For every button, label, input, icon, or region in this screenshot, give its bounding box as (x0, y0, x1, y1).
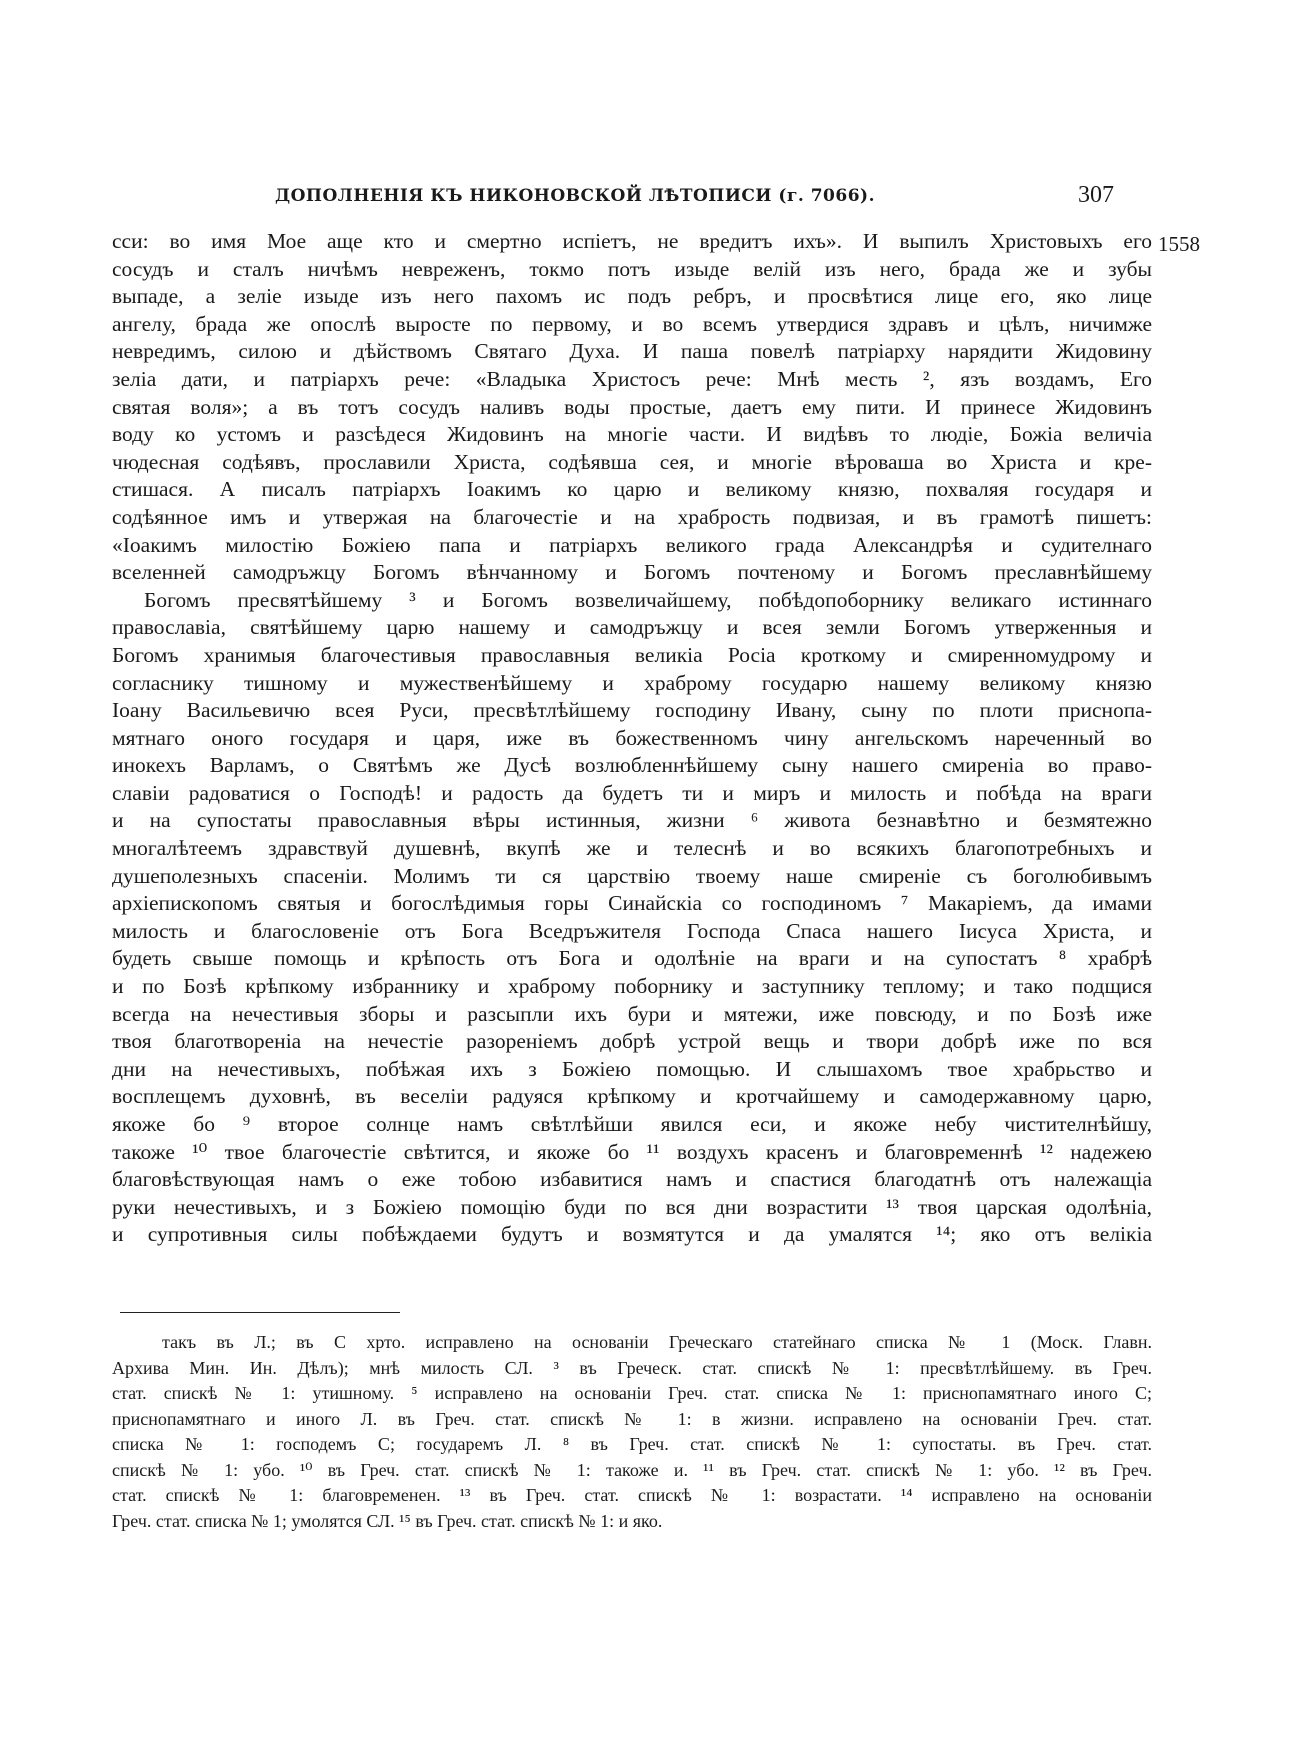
running-title: ДОПОЛНЕНІЯ КЪ НИКОНОВСКОЙ ЛѢТОПИСИ (г. 7066). (275, 186, 875, 206)
margin-year: 1558 (1158, 232, 1200, 256)
body-line: выпаде, а зеліе изыде изъ него пахомъ ис подъ ребръ, и просвѣтися лице его, яко лице (112, 284, 1152, 309)
footnote-line: стат. спискѣ № 1: утишному. ⁵ исправлено на основаніи Греч. стат. списка № 1: приснопамятнаго иного С; (112, 1383, 1152, 1403)
footnote-divider (120, 1312, 400, 1313)
body-line: всегда на нечестивыя зборы и разсыпли ихъ бури и мятежи, иже повсюду, и по Бозѣ иже (112, 1001, 1152, 1026)
footnote-line: спискѣ № 1: убо. ¹⁰ въ Греч. стат. спискѣ № 1: такоже и. ¹¹ въ Греч. стат. спискѣ № 1: убо. ¹² въ Греч. (112, 1459, 1152, 1480)
body-line: православіа, святѣйшему царю нашему и самодръжцу и всея земли Богомъ утверженныя и (112, 615, 1152, 640)
body-line: и по Бозѣ крѣпкому избраннику и храброму поборнику и заступнику теплому; и тако подщися (112, 974, 1152, 999)
body-line: невредимъ, силою и дѣйствомъ Святаго Духа. И паша повелѣ патріарху нарядити Жидовину (112, 339, 1152, 364)
body-line: вселенней самодръжцу Богомъ вѣнчанному и Богомъ почтеному и Богомъ преславнѣйшему (112, 560, 1152, 585)
footnote-line: Греч. стат. списка № 1; умолятся СЛ. ¹⁵ въ Греч. стат. спискѣ № 1: и яко. (112, 1510, 663, 1531)
body-line: Іоану Васильевичю всея Руси, пресвѣтлѣйшему господину Ивану, сыну по плоти приснопа- (112, 698, 1152, 723)
body-line: будеть свыше помощь и крѣпость отъ Бога и одолѣніе на враги и на супостатъ ⁸ храбрѣ (112, 946, 1152, 971)
body-line: мятнаго оного государя и царя, иже въ божественномъ чину ангельскомъ нареченный во (112, 725, 1152, 750)
body-line: зеліа дати, и патріархъ рече: «Владыка Христосъ рече: Мнѣ месть ², язъ воздамъ, Его (112, 366, 1152, 391)
body-line: твоя благотвореніа на нечестіе разореніемъ добрѣ устрой вещь и твори добрѣ иже по вся (112, 1029, 1152, 1054)
body-line: дни на нечестивыхъ, побѣжая ихъ з Божіею помощью. И слышахомъ твое храбрьство и (112, 1056, 1152, 1081)
body-line: сси: во имя Мое аще кто и смертно испіетъ, не вредитъ ихъ». И выпилъ Христовыхъ его (112, 229, 1152, 253)
body-line: сосудъ и сталъ ничѣмъ невреженъ, токмо потъ изыде велій изъ него, брада же и зубы (112, 256, 1152, 281)
body-line: архіепископомъ святыя и богослѣдимыя горы Синайскіа со господиномъ ⁷ Макаріемъ, да имами (112, 891, 1152, 916)
body-line: «Іоакимъ милостію Божіею папа и патріархъ великого града Александрѣя и судителнаго (112, 532, 1152, 557)
body-line: якоже бо ⁹ второе солнце намъ свѣтлѣйши явился еси, и якоже небу чистителнѣйшу, (112, 1112, 1152, 1136)
body-line: воду ко устомъ и разсѣдеся Жидовинъ на многіе части. И видѣвъ то людіе, Божіа величіа (112, 422, 1152, 447)
footnote-line: стат. спискѣ № 1: благовременен. ¹³ въ Греч. стат. спискѣ № 1: возрастати. ¹⁴ исправлено на основаніи (112, 1485, 1152, 1505)
body-line: такоже ¹⁰ твое благочестіе свѣтится, и якоже бо ¹¹ воздухъ красенъ и благовременнѣ ¹² надежею (112, 1139, 1152, 1164)
body-line: Богомъ пресвятѣйшему ³ и Богомъ возвеличайшему, побѣдопоборнику великаго истиннаго (144, 587, 1152, 612)
footnotes (112, 1330, 1152, 1534)
footnote-line: Архива Мин. Ин. Дѣлъ); мнѣ милость СЛ. ³ въ Греческ. стат. спискѣ № 1: пресвѣтлѣйшему. въ Греч. (112, 1357, 1152, 1378)
footnote-line: такъ въ Л.; въ С хрто. исправлено на основаніи Греческаго статейнаго списка № 1 (Моск. Главн. (162, 1332, 1152, 1352)
page-number: 307 (1078, 182, 1114, 208)
body-text (112, 228, 1152, 1249)
body-line: согласнику тишному и мужественѣйшему и храброму государю нашему великому князю (112, 670, 1152, 695)
body-line: содѣянное имъ и утвержая на благочестіе и на храбрость подвизая, и въ грамотѣ пишетъ: (112, 504, 1152, 529)
body-line: душеполезныхъ спасеніи. Молимъ ти ся царствію твоему наше смиреніе съ боголюбивымъ (112, 863, 1152, 888)
body-line: многалѣтеемъ здравствуй душевнѣ, вкупѣ же и телеснѣ и во всякихъ благопотребныхъ и (112, 836, 1152, 861)
body-line: и на супостаты православныя вѣры истинныя, жизни ⁶ живота безнавѣтно и безмятежно (112, 808, 1152, 833)
body-line: святая воля»; а въ тотъ сосудъ наливъ воды простые, даетъ ему пити. И принесе Жидовинъ (112, 394, 1152, 419)
body-line: чюдесная содѣявъ, прославили Христа, содѣявша сея, и многіе вѣроваша во Христа и кре- (112, 449, 1152, 474)
body-line: милость и благословеніе отъ Бога Вседръжителя Господа Спаса нашего Іисуса Христа, и (112, 918, 1152, 943)
body-line: восплещемъ духовнѣ, въ веселіи радуяся крѣпкому и кротчайшему и самодержавному царю, (112, 1084, 1152, 1109)
body-line: руки нечестивыхъ, и з Божіею помощію буди по вся дни возрастити ¹³ твоя царская одолѣніа, (112, 1194, 1152, 1219)
body-line: и супротивныя силы побѣждаеми будутъ и возмятутся и да умалятся ¹⁴; яко отъ велікіа (112, 1222, 1152, 1247)
footnote-line: списка № 1: господемъ С; государемъ Л. ⁸ въ Греч. стат. спискѣ № 1: супостаты. въ Греч. стат. (112, 1434, 1152, 1454)
body-line: стишася. А писалъ патріархъ Іоакимъ ко царю и великому князю, похваляя государя и (112, 477, 1152, 502)
body-line: благовѣствующая намъ о еже тобою избавитися намъ и спастися благодатнѣ отъ належащіа (112, 1167, 1152, 1192)
footnote-line: приснопамятнаго и иного Л. въ Греч. стат. спискѣ № 1: в жизни. исправлено на основаніи Греч. стат. (112, 1408, 1152, 1429)
body-line: славіи радоватися о Господѣ! и радость да будетъ ти и миръ и милость и побѣда на враги (112, 780, 1152, 805)
body-line: ангелу, брада же опослѣ выросте по первому, и во всемъ утвердися здравъ и цѣлъ, ничимже (112, 311, 1152, 336)
body-line: инокехъ Варламъ, о Святѣмъ же Дусѣ возлюбленнѣйшему сыну нашего смиреніа во право- (112, 753, 1152, 778)
body-line: Богомъ хранимыя благочестивыя православныя великіа Росіа кроткому и смиренномудрому и (112, 642, 1152, 667)
